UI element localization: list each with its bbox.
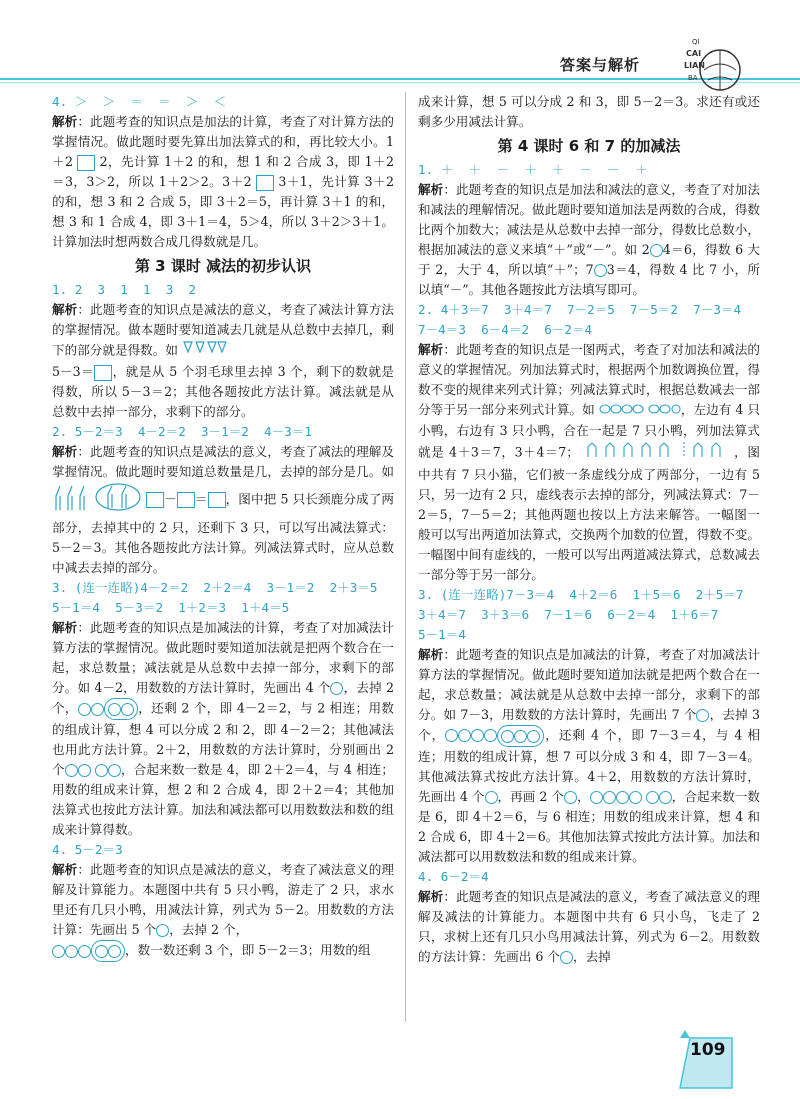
blank-box-icon: [256, 175, 274, 191]
analysis-paragraph: [52, 112, 394, 252]
analysis-text: ，合起来数一数是 4，即 2＋2＝4，与 4 相连；用数的组成来计算，想 2 和 2 合成 4，即 2＋2＝4；其他加法算式也按此方法计算。加法和减法都可以用数数法和数的组成来计算得数。: [52, 762, 394, 837]
svg-text:LIAN: LIAN: [684, 61, 705, 70]
analysis-text: ：此题考查的知识点是减法的意义，考查了减法意义的理解及减法的计算能力。本题图中共有 6 只小鸟，飞走了 2 只，求树上还有几只小鸟用减法计算，列式为 6－2。用数数的方法计算：先画出 6 个: [418, 888, 761, 964]
circle-icon: [564, 791, 577, 804]
circle-icon: [590, 791, 603, 804]
blank-box-icon: [77, 155, 95, 171]
page-number: 109: [690, 1040, 726, 1060]
answer-line: 1. 2 3 1 1 3 2: [52, 282, 197, 297]
svg-text:BA: BA: [688, 74, 698, 82]
answer-line: 3. (连一连略)7－3＝4 4＋2＝6 1＋5＝6 2＋5＝7: [418, 586, 744, 602]
answer-line: 2. 4＋3＝7 3＋4＝7 7－2＝5 7－5＝2 7－3＝4: [418, 302, 742, 317]
circle-icon: [650, 244, 663, 257]
answer-line: 2. 5－2＝3 4－2＝2 3－1＝2 4－3＝1: [52, 424, 312, 439]
analysis-label: 解析: [52, 620, 78, 635]
circle-icon: [65, 764, 78, 777]
circle-icon: [78, 703, 91, 716]
answer-line: 5－1＝4 5－3＝2 1＋2＝3 1＋4＝5: [52, 600, 290, 615]
circle-icon: [594, 264, 607, 277]
analysis-text: ：此题考查的知识点是加法的计算，考查了对计算方法的掌握情况。做此题时要先算出加法算式的和，再比较大小。1＋2: [52, 114, 395, 169]
circle-icon: [560, 951, 573, 964]
circle-icon: [95, 764, 108, 777]
column-divider: [405, 92, 406, 1022]
blank-box-icon: [146, 492, 164, 508]
analysis-text: ：此题考查的知识点是加法和减法的意义，考查了对加法和减法的理解情况。做此题时要知道加法是两数的合成，得数比两个加数大；减法是从总数中去掉一部分，得数比总数小，根据加减法的意义来填“＋”或“－”。如 2: [418, 182, 761, 257]
answer-line: 4. ＞ ＞ ＝ ＝ ＞ ＜: [52, 94, 227, 109]
analysis-label: 解析: [418, 182, 444, 197]
circle-icon: [330, 682, 343, 695]
analysis-label: 解析: [52, 444, 78, 459]
circle-icon: [646, 791, 659, 804]
analysis-text: ，去掉: [572, 948, 611, 964]
analysis-paragraph: 解析：此题考查的知识点是加减法的计算，考查了对加减法计算方法的掌握情况。做此题时要知道加法就是把两个数合在一起，求总数量；减法就是从总数中去掉一部分，求剩下的部分。如 7－3，用数数的方法计算时，先画出 7 个 ，去掉 3 个， ，还剩 4 个，即 7－3＝4，与 4 相连；用数的组成计算，想 7 可以分成 3 和 4，即 7－3＝4。其他减法算式按此方法计算。4＋2，用数数的方法计算时，先画出 4 个 ，再画 2 个 ， ，合起来数一数是 6，即 4＋2＝6，与 6 相连；用数的组成来计算，想 4 和 2 合成 6，即 4＋2＝6。其他加法算式按此方法计算。加法和减法都可以用数数法和数的组成来计算。: [418, 646, 761, 864]
equation-text: 5－3＝: [52, 364, 95, 379]
analysis-text: ：此题考查的知识点是加减法的计算，考查了对加减法计算方法的掌握情况。做此题时要知道加法就是把两个数合在一起，求总数量；减法就是从总数中去掉一部分，求剩下的部分。如 4－2，用数数的方法计算时，先画出 4 个: [52, 620, 395, 695]
analysis-text: 4＝6，得数 6 大于 2，大于 4，所以填“＋”；7: [418, 242, 760, 277]
giraffe-figure: [52, 482, 142, 518]
analysis-text: ，图中把 5 只长颈鹿分成了两部分，去掉其中的 2 只，还剩下 3 只，可以写出减法算式：5－2＝3。其他各题按此方法计算。列减法算式时，应从总数中减去去掉的部分。: [52, 491, 394, 575]
circle-icon: [616, 791, 629, 804]
analysis-text: ，去掉 2 个，: [169, 922, 249, 937]
analysis-text: ：此题考查的知识点是减法的意义，考查了减法意义的理解及计算能力。本题图中共有 5 只小鸭，游走了 2 只，求水里还有几只小鸭，用减法计算，列式为 5－2。用数数的方法计算：先画出 5 个: [52, 862, 395, 937]
circle-icon: [156, 924, 169, 937]
brand-logo: [674, 30, 754, 100]
circle-icon: [65, 945, 78, 958]
analysis-paragraph: [52, 618, 394, 840]
giraffe-icon: [52, 482, 142, 512]
answer-line: 4. 5－2＝3: [52, 842, 123, 857]
answer-line: 5－1＝4: [418, 626, 466, 642]
analysis-text: ，数一数还剩 3 个，即 5－2＝3；用数的组: [125, 942, 371, 958]
circle-icon: [484, 729, 497, 742]
shuttlecock-figure: [182, 340, 230, 362]
analysis-text: ，就是从 5 个羽毛球里去掉 3 个，剩下的数就是得数，所以 5－3＝2；其他各题按此方法计算。减法就是从总数中去掉一部分，求剩下的部分。: [52, 364, 394, 419]
analysis-label: 解析: [52, 862, 78, 877]
blank-box-icon: [208, 492, 226, 508]
analysis-text: ：此题考查的知识点是加减法的计算，考查了对加减法计算方法的掌握情况。做此题时要知道加法就是把两个数合在一起，求总数量；减法就是从总数中去掉一部分，求剩下的部分。如 7－3，用数数的方法计算时，先画出 7 个: [418, 646, 761, 722]
circle-group-icon: [91, 940, 125, 962]
circle-icon: [108, 764, 121, 777]
analysis-label: 解析: [52, 114, 78, 129]
circle-icon: [696, 709, 709, 722]
section-title: 第 4 课时 6 和 7 的加减法: [497, 137, 681, 155]
analysis-label: 解析: [418, 888, 444, 904]
analysis-text: ，去掉 3 个，: [418, 706, 760, 742]
analysis-text: ，还剩 2 个，即 4－2＝2，与 2 相连；用数的组成计算，想 4 可以分成 2 和 2，即 4－2＝2；其他减法也用此方法计算。2＋2，用数数的方法计算时，分别画出 2 个: [52, 700, 394, 777]
analysis-paragraph: [418, 340, 760, 585]
answer-line: 3＋4＝7 3＋3＝6 7－1＝6 6－2＝4 1＋6＝7: [418, 606, 719, 622]
header-label: 答案与解析: [560, 56, 641, 74]
analysis-paragraph: 解析：此题考查的知识点是减法的意义，考查了减法的理解及掌握情况。做此题时要知道总数量是几，去掉的部分是几。如 － ＝ ，图中把 5 只长颈鹿分成了两部分，去掉其中的 2 只，还剩下 3 只，可以写出减法算式：5－2＝3。其他各题按此方法计算。列减法算式时，应从总数中减去去掉的部分。: [52, 444, 395, 575]
analysis-text: ，图中共有 7 只小猫，它们被一条虚线分成了两部分，一边有 5 只，另一边有 2 只，虚线表示去掉的部分，列减法算式：7－2＝5，7－5＝2；其他两题也按以上方法来解答。一幅图一般可以写出两道加法算式，交换两个加数的位置，得数不变。一幅图中间有虚线的，一般可以写出两道减法算式，总数减去一部分等于另一部分。: [418, 444, 760, 582]
circle-icon: [445, 729, 458, 742]
circle-icon: [78, 945, 91, 958]
analysis-label: 解析: [52, 302, 78, 317]
analysis-paragraph: [52, 860, 394, 962]
circle-icon: [629, 791, 642, 804]
analysis-text: ，再画 2 个: [497, 788, 565, 804]
pencil-badge-icon: [676, 1030, 736, 1090]
analysis-paragraph: [52, 300, 394, 422]
analysis-text: ：此题考查的知识点是减法的意义，考查了减法计算方法的掌握情况。做本题时要知道减去几就是从总数中去掉几，剩下的部分就是得数。如: [52, 302, 395, 358]
shuttlecock-icon: [182, 340, 230, 356]
circle-icon: [458, 729, 471, 742]
duck-figure: [599, 401, 681, 421]
svg-text:CAI: CAI: [686, 49, 702, 58]
circle-icon: [471, 729, 484, 742]
analysis-text: ，去掉 2 个，: [52, 680, 394, 716]
blank-box-icon: [177, 492, 195, 508]
blank-box-icon: [94, 365, 112, 381]
circle-group-icon: [497, 725, 544, 747]
answer-line: 3. (连一连略)4－2＝2 2＋2＝4 3－1＝2 2＋3＝5: [52, 580, 378, 595]
cat-figure: [584, 441, 734, 465]
analysis-text: ，左边有 4 只小鸭，右边有 3 只小鸭，合在一起是 7 只小鸭，列加法算式就是 4＋3＝7，3＋4＝7；: [418, 402, 760, 459]
analysis-text: ，还剩 4 个，即 7－3＝4，与 4 相连；用数的组成计算，想 7 可以分成 3 和 4，即 7－3＝4。其他减法算式按此方法计算。4＋2，用数数的方法计算时，先画出 4 个: [418, 727, 760, 804]
circle-icon: [78, 764, 91, 777]
section-title: 第 3 课时 减法的初步认识: [134, 257, 312, 275]
analysis-text: ，合起来数一数是 6，即 4＋2＝6，与 6 相连；用数的组成来计算，想 4 和 2 合成 6，即 4＋2＝6。其他加法算式按此方法计算。加法和减法都可以用数数法和数的组成来计算。: [418, 788, 761, 864]
analysis-text: ：此题考查的知识点是一图两式，考查了对加法和减法的意义的掌握情况。列加法算式时，根据两个加数调换位置，得数不变的规律来列式计算；列减法算式时，根据总数减去一部分等于另一部分来列式计算。如: [418, 342, 761, 417]
analysis-text: ：此题考查的知识点是减法的意义，考查了减法的理解及掌握情况。做此题时要知道总数量是几，去掉的部分是几。如: [52, 444, 395, 479]
answer-line: 1. ＋ ＋ － ＋ ＋ － － ＋: [418, 162, 648, 177]
analysis-paragraph: [418, 887, 760, 967]
circle-icon: [603, 791, 616, 804]
duck-icon: [599, 401, 681, 415]
right-column: [418, 92, 760, 967]
left-column: [52, 92, 394, 962]
answer-line: 4. 6－2＝4: [418, 868, 489, 884]
answer-line: 7－4＝3 6－4＝2 6－2＝4: [418, 322, 593, 337]
circle-icon: [52, 945, 65, 958]
analysis-text: 3＝4，得数 4 比 7 小，所以填“－”。其他各题按此方法填写即可。: [418, 262, 760, 297]
circle-icon: [91, 703, 104, 716]
analysis-paragraph: 成来计算，想 5 可以分成 2 和 3，即 5－2＝3。求还有或还剩多少用减法计算。: [418, 94, 760, 129]
analysis-text: 2，先计算 1＋2 的和，想 1 和 2 合成 3，即 1＋2＝3，3＞2，所以 1＋2＞2。3＋2: [52, 154, 394, 189]
analysis-label: 解析: [418, 646, 444, 662]
svg-text:QI: QI: [692, 38, 700, 46]
circle-icon: [659, 791, 672, 804]
circle-group-icon: [104, 698, 138, 720]
analysis-label: 解析: [418, 342, 444, 357]
circle-icon: [485, 791, 498, 804]
analysis-text: 3＋1，先计算 3＋2 的和，想 3 和 2 合成 5，即 3＋2＝5，再计算 3＋1 的和，想 3 和 1 合成 4，即 3＋1＝4，5＞4，所以 3＋2＞3＋1。计算加法时想两数合成几得数就是几。: [52, 174, 394, 249]
cat-icon: [584, 441, 734, 459]
analysis-paragraph: [418, 180, 760, 300]
